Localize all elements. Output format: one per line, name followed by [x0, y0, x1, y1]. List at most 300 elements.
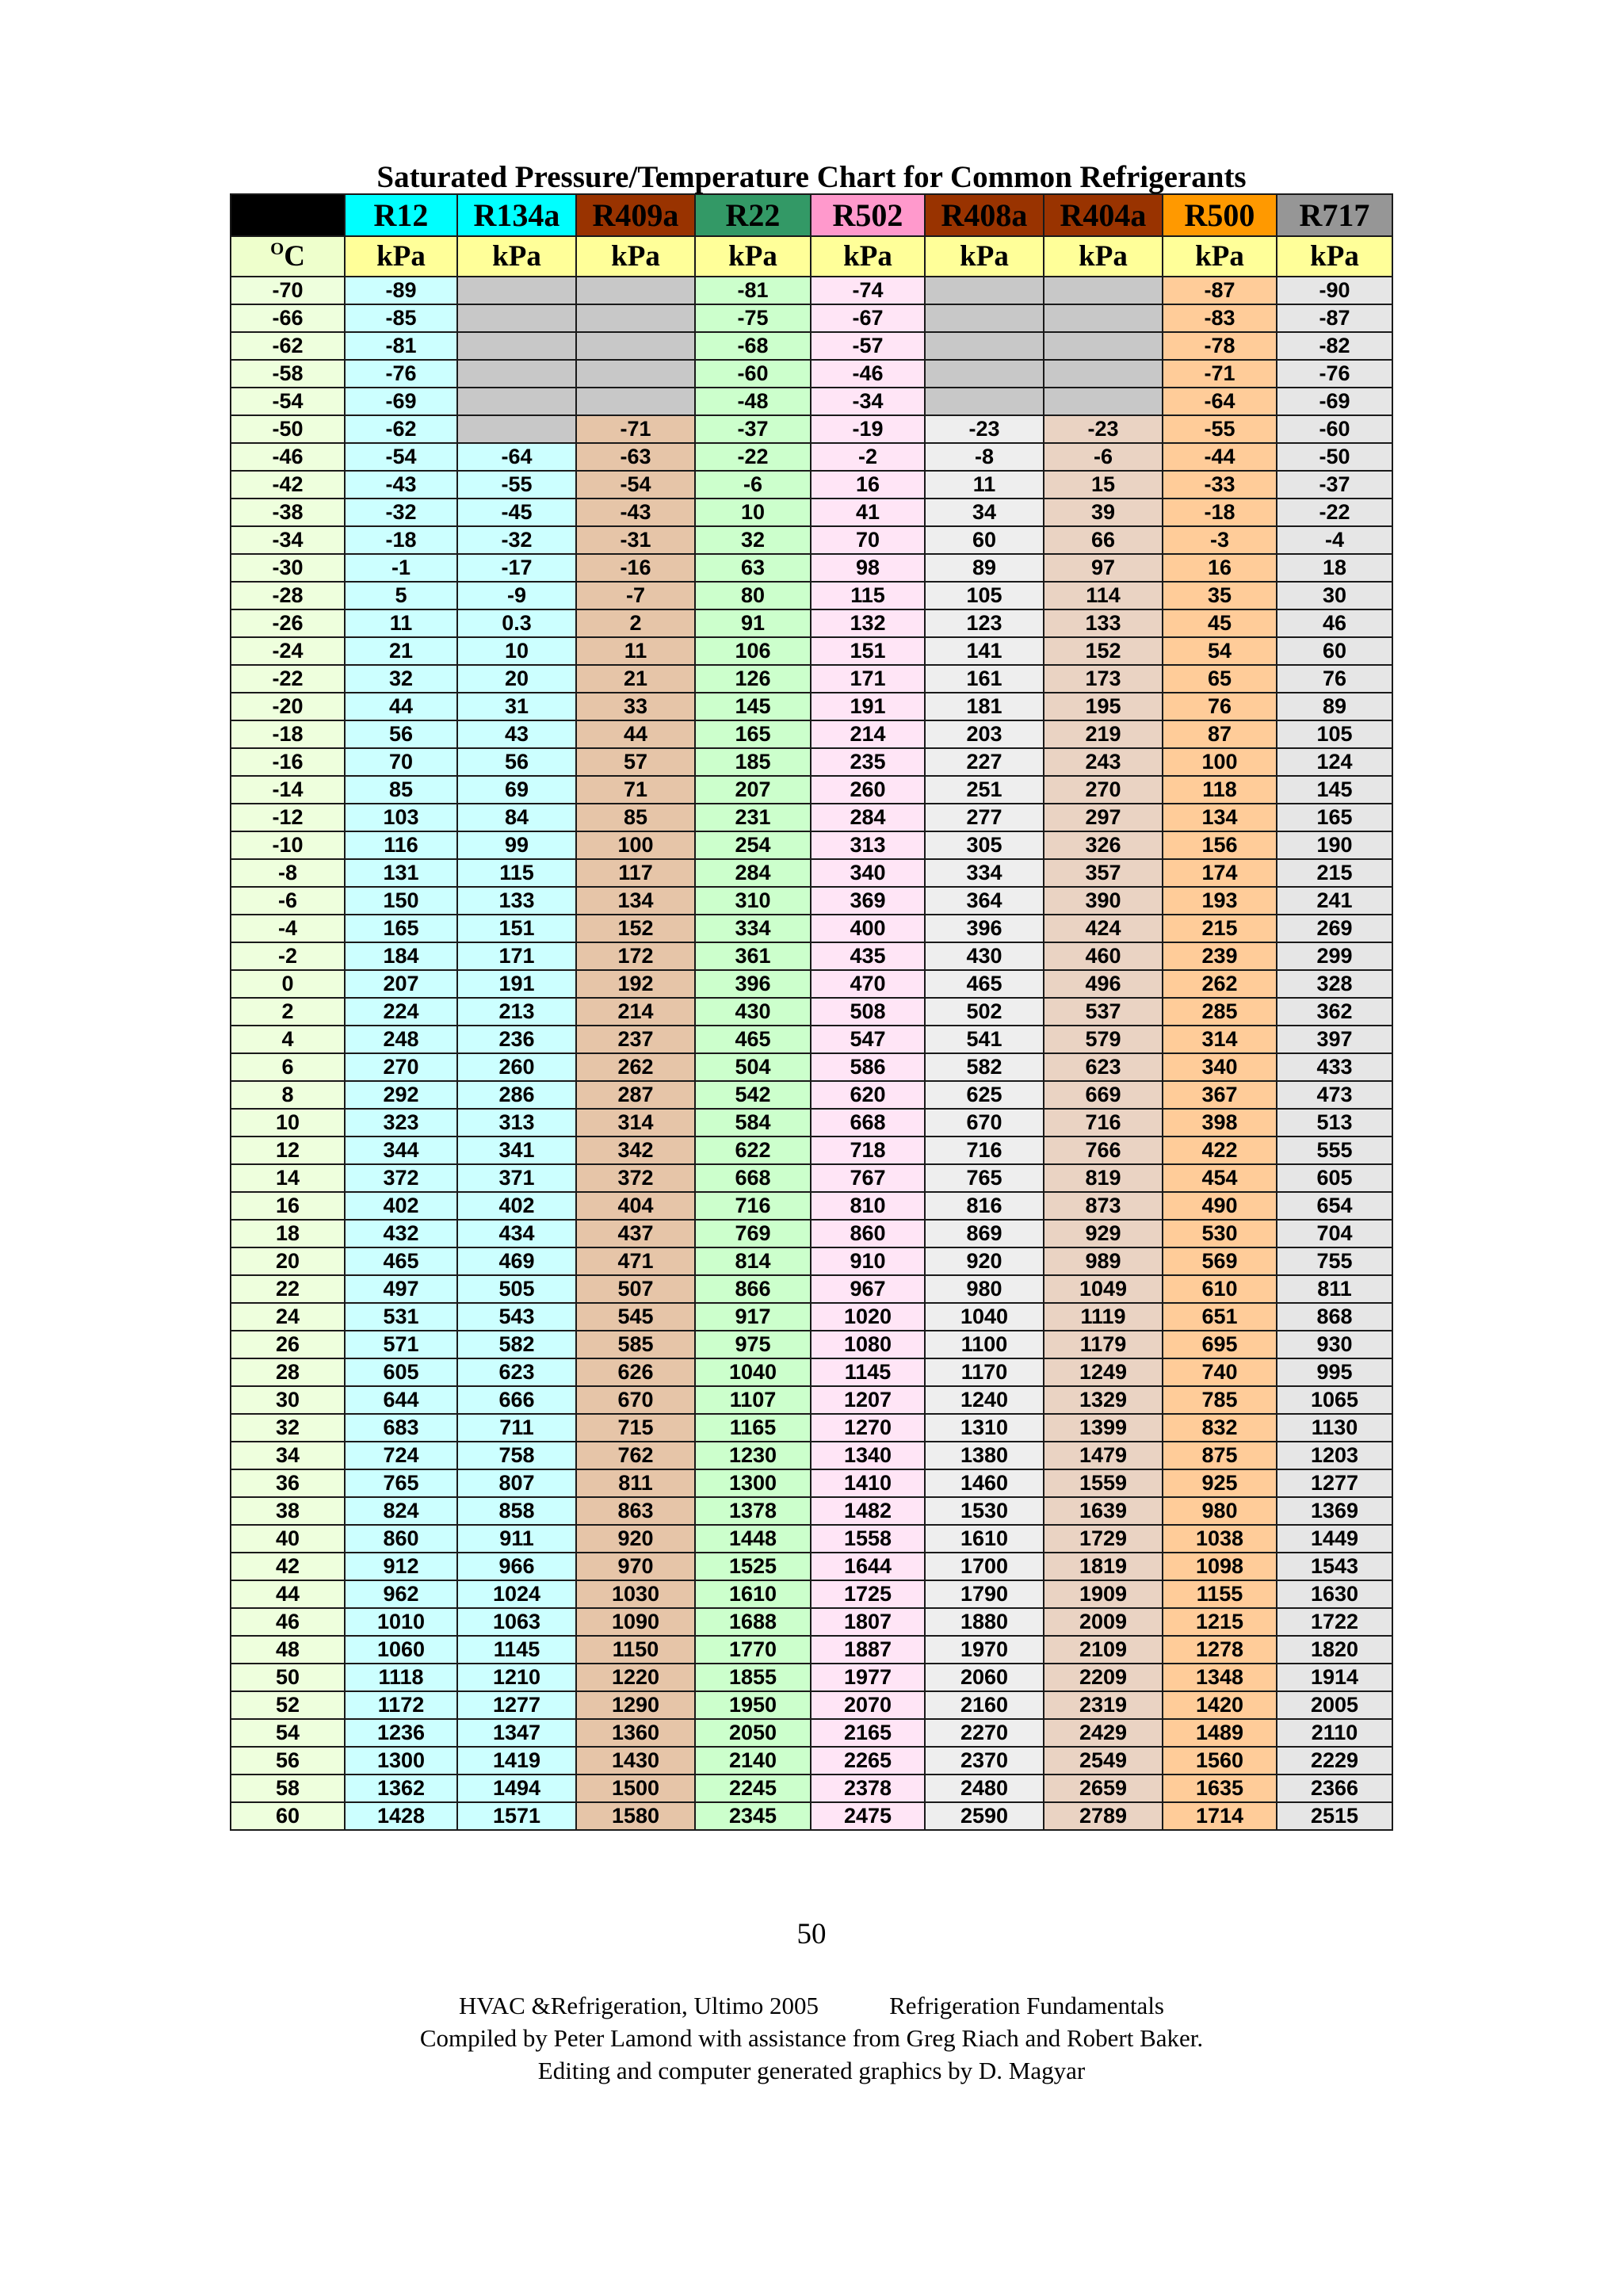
pressure-cell-r502: 171 [811, 665, 925, 693]
pressure-cell-r404a: 766 [1044, 1137, 1163, 1164]
temperature-cell: -20 [231, 693, 345, 720]
pressure-cell-r134a: 1024 [457, 1580, 576, 1608]
pressure-cell-r134a: 1347 [457, 1719, 576, 1747]
pressure-cell-r134a: 1210 [457, 1664, 576, 1691]
pressure-cell-r409a: 117 [576, 859, 695, 887]
refrigerant-header-r404a: R404a [1044, 194, 1163, 236]
temperature-cell: -16 [231, 748, 345, 776]
pressure-cell-r134a: 1277 [457, 1691, 576, 1719]
pressure-cell-r409a: 1090 [576, 1608, 695, 1636]
pressure-cell-r500: 285 [1163, 998, 1277, 1026]
pressure-cell-r409a: 970 [576, 1553, 695, 1580]
empty-cell [925, 332, 1044, 360]
pressure-cell-r500: 54 [1163, 637, 1277, 665]
pressure-cell-r22: 1448 [695, 1525, 811, 1553]
pressure-cell-r22: 10 [695, 499, 811, 526]
pressure-cell-r500: 1155 [1163, 1580, 1277, 1608]
pressure-cell-r12: 1236 [345, 1719, 457, 1747]
pressure-cell-r404a: 152 [1044, 637, 1163, 665]
pressure-cell-r409a: 471 [576, 1247, 695, 1275]
pressure-cell-r404a: 2209 [1044, 1664, 1163, 1691]
temperature-cell: 32 [231, 1414, 345, 1442]
pressure-cell-r502: 860 [811, 1220, 925, 1247]
pressure-cell-r502: 1340 [811, 1442, 925, 1469]
empty-cell [457, 360, 576, 388]
pressure-cell-r12: -85 [345, 304, 457, 332]
pressure-cell-r404a: 1479 [1044, 1442, 1163, 1469]
pressure-cell-r500: 1420 [1163, 1691, 1277, 1719]
temperature-cell: -46 [231, 443, 345, 471]
pressure-cell-r134a: 43 [457, 720, 576, 748]
pressure-cell-r409a: 192 [576, 970, 695, 998]
pressure-cell-r502: -67 [811, 304, 925, 332]
pressure-cell-r502: 620 [811, 1081, 925, 1109]
pressure-cell-r404a: 929 [1044, 1220, 1163, 1247]
pressure-cell-r502: 1145 [811, 1358, 925, 1386]
table-row [231, 1442, 1392, 1469]
temperature-cell: 60 [231, 1802, 345, 1830]
pressure-cell-r12: 497 [345, 1275, 457, 1303]
table-row [231, 804, 1392, 831]
pressure-cell-r408a: 1460 [925, 1469, 1044, 1497]
pressure-cell-r404a: 2549 [1044, 1747, 1163, 1775]
pressure-cell-r12: 912 [345, 1553, 457, 1580]
pressure-cell-r409a: 342 [576, 1137, 695, 1164]
pressure-cell-r717: -82 [1277, 332, 1392, 360]
pressure-cell-r409a: -63 [576, 443, 695, 471]
pressure-cell-r408a: 11 [925, 471, 1044, 499]
pressure-cell-r404a: 424 [1044, 915, 1163, 942]
pressure-cell-r502: 191 [811, 693, 925, 720]
temperature-cell: -42 [231, 471, 345, 499]
pressure-cell-r22: 1230 [695, 1442, 811, 1469]
pressure-cell-r12: -69 [345, 388, 457, 415]
pressure-cell-r502: 718 [811, 1137, 925, 1164]
pressure-cell-r22: -37 [695, 415, 811, 443]
temperature-cell: 22 [231, 1275, 345, 1303]
pressure-cell-r134a: -17 [457, 554, 576, 582]
pressure-cell-r409a: -43 [576, 499, 695, 526]
pressure-cell-r408a: 430 [925, 942, 1044, 970]
pressure-cell-r500: 174 [1163, 859, 1277, 887]
pressure-cell-r12: 1010 [345, 1608, 457, 1636]
table-row [231, 1691, 1392, 1719]
pressure-cell-r22: -81 [695, 277, 811, 304]
pressure-cell-r12: 1428 [345, 1802, 457, 1830]
pressure-cell-r134a: 911 [457, 1525, 576, 1553]
pressure-cell-r502: 400 [811, 915, 925, 942]
table-row [231, 415, 1392, 443]
pressure-cell-r408a: 765 [925, 1164, 1044, 1192]
pressure-cell-r409a: 172 [576, 942, 695, 970]
pressure-cell-r409a: 71 [576, 776, 695, 804]
pressure-cell-r22: 1525 [695, 1553, 811, 1580]
pressure-cell-r502: 284 [811, 804, 925, 831]
pressure-cell-r409a: 44 [576, 720, 695, 748]
pressure-cell-r409a: 214 [576, 998, 695, 1026]
pressure-cell-r408a: 869 [925, 1220, 1044, 1247]
pressure-cell-r500: 1714 [1163, 1802, 1277, 1830]
pressure-cell-r717: 704 [1277, 1220, 1392, 1247]
pressure-cell-r500: -87 [1163, 277, 1277, 304]
pressure-cell-r22: 145 [695, 693, 811, 720]
pressure-cell-r502: -46 [811, 360, 925, 388]
pressure-cell-r409a: 33 [576, 693, 695, 720]
pressure-cell-r134a: 313 [457, 1109, 576, 1137]
pressure-cell-r409a: 11 [576, 637, 695, 665]
table-row [231, 859, 1392, 887]
pressure-cell-r22: -22 [695, 443, 811, 471]
pressure-cell-r409a: -54 [576, 471, 695, 499]
pressure-cell-r408a: 1700 [925, 1553, 1044, 1580]
pressure-cell-r408a: 1880 [925, 1608, 1044, 1636]
pressure-cell-r22: 542 [695, 1081, 811, 1109]
footer [0, 1989, 1623, 2087]
pressure-cell-r500: 785 [1163, 1386, 1277, 1414]
pressure-cell-r409a: 863 [576, 1497, 695, 1525]
pressure-cell-r134a: 20 [457, 665, 576, 693]
table-row [231, 1747, 1392, 1775]
table-row [231, 582, 1392, 609]
pressure-cell-r408a: 181 [925, 693, 1044, 720]
pressure-cell-r12: 21 [345, 637, 457, 665]
pressure-cell-r717: 328 [1277, 970, 1392, 998]
pressure-cell-r404a: 716 [1044, 1109, 1163, 1137]
pressure-cell-r408a: 334 [925, 859, 1044, 887]
table-row [231, 1719, 1392, 1747]
table-row [231, 1192, 1392, 1220]
temperature-cell: 46 [231, 1608, 345, 1636]
table-row [231, 1553, 1392, 1580]
pressure-cell-r500: 239 [1163, 942, 1277, 970]
pressure-cell-r500: 1215 [1163, 1608, 1277, 1636]
pressure-cell-r408a: 980 [925, 1275, 1044, 1303]
pressure-cell-r409a: 1290 [576, 1691, 695, 1719]
pressure-cell-r717: 2005 [1277, 1691, 1392, 1719]
pressure-cell-r22: 1300 [695, 1469, 811, 1497]
footer-line-3: Editing and computer generated graphics by D. Magyar [537, 2057, 1086, 2084]
pressure-cell-r404a: 1559 [1044, 1469, 1163, 1497]
pressure-cell-r500: 422 [1163, 1137, 1277, 1164]
pressure-cell-r22: 2140 [695, 1747, 811, 1775]
pressure-cell-r502: 1558 [811, 1525, 925, 1553]
pressure-cell-r134a: 1494 [457, 1775, 576, 1802]
pressure-cell-r502: -19 [811, 415, 925, 443]
table-row [231, 1608, 1392, 1636]
pressure-cell-r12: 1300 [345, 1747, 457, 1775]
pressure-cell-r502: 586 [811, 1053, 925, 1081]
temperature-cell: 54 [231, 1719, 345, 1747]
pressure-cell-r12: -81 [345, 332, 457, 360]
pressure-cell-r717: 2515 [1277, 1802, 1392, 1830]
temperature-cell: 12 [231, 1137, 345, 1164]
pressure-cell-r500: 490 [1163, 1192, 1277, 1220]
table-row [231, 1137, 1392, 1164]
pressure-cell-r22: 1378 [695, 1497, 811, 1525]
pressure-cell-r500: 35 [1163, 582, 1277, 609]
temperature-cell: 40 [231, 1525, 345, 1553]
pressure-cell-r404a: 39 [1044, 499, 1163, 526]
empty-cell [576, 360, 695, 388]
temperature-cell: -58 [231, 360, 345, 388]
temperature-cell: 52 [231, 1691, 345, 1719]
pressure-cell-r134a: 402 [457, 1192, 576, 1220]
pressure-cell-r12: 344 [345, 1137, 457, 1164]
pressure-cell-r500: 454 [1163, 1164, 1277, 1192]
pressure-cell-r134a: 623 [457, 1358, 576, 1386]
pressure-cell-r500: 925 [1163, 1469, 1277, 1497]
pressure-cell-r502: 810 [811, 1192, 925, 1220]
pressure-cell-r717: -76 [1277, 360, 1392, 388]
unit-header-r409a: kPa [576, 236, 695, 277]
pressure-cell-r22: 106 [695, 637, 811, 665]
pressure-cell-r409a: 404 [576, 1192, 695, 1220]
pressure-cell-r22: -60 [695, 360, 811, 388]
pressure-cell-r502: 767 [811, 1164, 925, 1192]
pressure-cell-r502: 340 [811, 859, 925, 887]
pressure-cell-r22: 254 [695, 831, 811, 859]
table-row [231, 1331, 1392, 1358]
pressure-cell-r717: -37 [1277, 471, 1392, 499]
pressure-cell-r717: 215 [1277, 859, 1392, 887]
table-row [231, 1247, 1392, 1275]
pressure-cell-r12: 1060 [345, 1636, 457, 1664]
pressure-cell-r717: 2229 [1277, 1747, 1392, 1775]
temperature-cell: 14 [231, 1164, 345, 1192]
pressure-cell-r500: 1489 [1163, 1719, 1277, 1747]
pressure-cell-r502: 668 [811, 1109, 925, 1137]
temperature-cell: 48 [231, 1636, 345, 1664]
pressure-cell-r12: 70 [345, 748, 457, 776]
temperature-cell: 10 [231, 1109, 345, 1137]
pressure-cell-r408a: 396 [925, 915, 1044, 942]
pressure-cell-r500: -71 [1163, 360, 1277, 388]
pressure-cell-r408a: 1790 [925, 1580, 1044, 1608]
empty-cell [457, 304, 576, 332]
pressure-cell-r408a: 123 [925, 609, 1044, 637]
pressure-cell-r22: 504 [695, 1053, 811, 1081]
refrigerant-pressure-temperature-table [230, 193, 1393, 1831]
pressure-cell-r408a: 1610 [925, 1525, 1044, 1553]
pressure-cell-r500: 134 [1163, 804, 1277, 831]
pressure-cell-r12: 1118 [345, 1664, 457, 1691]
pressure-cell-r22: 917 [695, 1303, 811, 1331]
pressure-cell-r404a: 97 [1044, 554, 1163, 582]
pressure-cell-r12: 1172 [345, 1691, 457, 1719]
pressure-cell-r500: 1560 [1163, 1747, 1277, 1775]
pressure-cell-r12: -32 [345, 499, 457, 526]
pressure-cell-r22: 231 [695, 804, 811, 831]
pressure-cell-r502: 115 [811, 582, 925, 609]
table-header [231, 194, 1392, 277]
pressure-cell-r717: 868 [1277, 1303, 1392, 1331]
pressure-cell-r134a: 171 [457, 942, 576, 970]
pressure-cell-r408a: 2060 [925, 1664, 1044, 1691]
pressure-cell-r717: 811 [1277, 1275, 1392, 1303]
pressure-cell-r22: 430 [695, 998, 811, 1026]
pressure-cell-r717: 1203 [1277, 1442, 1392, 1469]
pressure-cell-r134a: -64 [457, 443, 576, 471]
pressure-cell-r22: -6 [695, 471, 811, 499]
pressure-cell-r12: 103 [345, 804, 457, 831]
empty-cell [1044, 277, 1163, 304]
pressure-cell-r12: 116 [345, 831, 457, 859]
pressure-cell-r408a: 2480 [925, 1775, 1044, 1802]
pressure-cell-r717: 145 [1277, 776, 1392, 804]
pressure-cell-r12: 432 [345, 1220, 457, 1247]
pressure-cell-r502: -74 [811, 277, 925, 304]
temperature-cell: -4 [231, 915, 345, 942]
pressure-cell-r409a: 134 [576, 887, 695, 915]
pressure-cell-r408a: 920 [925, 1247, 1044, 1275]
footer-line-2: Compiled by Peter Lamond with assistance from Greg Riach and Robert Baker. [419, 2024, 1204, 2052]
pressure-cell-r22: 165 [695, 720, 811, 748]
pressure-cell-r12: 644 [345, 1386, 457, 1414]
pressure-cell-r134a: -45 [457, 499, 576, 526]
temperature-cell: 30 [231, 1386, 345, 1414]
pressure-cell-r500: -3 [1163, 526, 1277, 554]
pressure-cell-r408a: -8 [925, 443, 1044, 471]
pressure-cell-r408a: 34 [925, 499, 1044, 526]
pressure-cell-r404a: 460 [1044, 942, 1163, 970]
pressure-cell-r22: 1107 [695, 1386, 811, 1414]
pressure-cell-r500: 569 [1163, 1247, 1277, 1275]
pressure-cell-r717: 1130 [1277, 1414, 1392, 1442]
pressure-cell-r134a: 56 [457, 748, 576, 776]
pressure-cell-r134a: 69 [457, 776, 576, 804]
unit-header-r404a: kPa [1044, 236, 1163, 277]
pressure-cell-r12: 1362 [345, 1775, 457, 1802]
pressure-cell-r409a: 152 [576, 915, 695, 942]
empty-cell [576, 277, 695, 304]
temperature-cell: 18 [231, 1220, 345, 1247]
pressure-cell-r22: 32 [695, 526, 811, 554]
pressure-cell-r502: 1207 [811, 1386, 925, 1414]
pressure-cell-r502: 1977 [811, 1664, 925, 1691]
pressure-cell-r717: -50 [1277, 443, 1392, 471]
pressure-cell-r404a: 326 [1044, 831, 1163, 859]
pressure-cell-r404a: 2659 [1044, 1775, 1163, 1802]
pressure-cell-r502: 16 [811, 471, 925, 499]
table-row [231, 1802, 1392, 1830]
temperature-cell: 58 [231, 1775, 345, 1802]
empty-cell [576, 304, 695, 332]
pressure-cell-r500: 100 [1163, 748, 1277, 776]
pressure-cell-r502: 2265 [811, 1747, 925, 1775]
pressure-cell-r502: 313 [811, 831, 925, 859]
pressure-cell-r408a: 2270 [925, 1719, 1044, 1747]
pressure-cell-r500: 45 [1163, 609, 1277, 637]
unit-header-r408a: kPa [925, 236, 1044, 277]
pressure-cell-r134a: 505 [457, 1275, 576, 1303]
pressure-cell-r404a: 496 [1044, 970, 1163, 998]
temperature-cell: -54 [231, 388, 345, 415]
pressure-cell-r134a: 31 [457, 693, 576, 720]
pressure-cell-r22: 668 [695, 1164, 811, 1192]
pressure-cell-r404a: 114 [1044, 582, 1163, 609]
pressure-cell-r717: 1277 [1277, 1469, 1392, 1497]
pressure-cell-r502: 435 [811, 942, 925, 970]
pressure-cell-r22: 207 [695, 776, 811, 804]
refrigerant-header-r12: R12 [345, 194, 457, 236]
pressure-cell-r12: 605 [345, 1358, 457, 1386]
pressure-cell-r717: 1722 [1277, 1608, 1392, 1636]
pressure-cell-r12: 465 [345, 1247, 457, 1275]
temperature-cell: 56 [231, 1747, 345, 1775]
temperature-cell: -12 [231, 804, 345, 831]
pressure-cell-r134a: 99 [457, 831, 576, 859]
pressure-cell-r134a: 1145 [457, 1636, 576, 1664]
table-row [231, 776, 1392, 804]
pressure-cell-r409a: 762 [576, 1442, 695, 1469]
pressure-cell-r717: 995 [1277, 1358, 1392, 1386]
pressure-cell-r717: 654 [1277, 1192, 1392, 1220]
pressure-cell-r500: 215 [1163, 915, 1277, 942]
table-row [231, 1220, 1392, 1247]
pressure-cell-r22: 63 [695, 554, 811, 582]
pressure-cell-r22: 2050 [695, 1719, 811, 1747]
pressure-cell-r408a: 625 [925, 1081, 1044, 1109]
pressure-cell-r12: 224 [345, 998, 457, 1026]
pressure-cell-r404a: 1639 [1044, 1497, 1163, 1525]
pressure-cell-r22: -48 [695, 388, 811, 415]
pressure-cell-r409a: 1430 [576, 1747, 695, 1775]
pressure-cell-r409a: 2 [576, 609, 695, 637]
pressure-cell-r12: -62 [345, 415, 457, 443]
pressure-cell-r502: 910 [811, 1247, 925, 1275]
pressure-cell-r12: 824 [345, 1497, 457, 1525]
pressure-cell-r408a: 1100 [925, 1331, 1044, 1358]
pressure-cell-r500: 398 [1163, 1109, 1277, 1137]
pressure-cell-r404a: 15 [1044, 471, 1163, 499]
pressure-cell-r404a: 173 [1044, 665, 1163, 693]
pressure-cell-r409a: 585 [576, 1331, 695, 1358]
pressure-cell-r12: -54 [345, 443, 457, 471]
pressure-cell-r404a: 2429 [1044, 1719, 1163, 1747]
pressure-cell-r502: 1725 [811, 1580, 925, 1608]
pressure-cell-r502: -2 [811, 443, 925, 471]
temp-unit-superscript: O [270, 239, 285, 258]
pressure-cell-r134a: 434 [457, 1220, 576, 1247]
pressure-cell-r22: 185 [695, 748, 811, 776]
pressure-cell-r502: 967 [811, 1275, 925, 1303]
empty-cell [457, 388, 576, 415]
pressure-cell-r134a: 1063 [457, 1608, 576, 1636]
pressure-cell-r404a: 1179 [1044, 1331, 1163, 1358]
pressure-cell-r22: -75 [695, 304, 811, 332]
empty-cell [925, 388, 1044, 415]
pressure-cell-r134a: -55 [457, 471, 576, 499]
pressure-cell-r404a: 2319 [1044, 1691, 1163, 1719]
pressure-cell-r12: 724 [345, 1442, 457, 1469]
pressure-cell-r408a: 1380 [925, 1442, 1044, 1469]
pressure-cell-r22: 814 [695, 1247, 811, 1275]
temperature-cell: 6 [231, 1053, 345, 1081]
pressure-cell-r404a: -6 [1044, 443, 1163, 471]
pressure-cell-r502: 1270 [811, 1414, 925, 1442]
temperature-cell: 38 [231, 1497, 345, 1525]
pressure-cell-r22: 465 [695, 1026, 811, 1053]
pressure-cell-r717: -60 [1277, 415, 1392, 443]
pressure-cell-r409a: 545 [576, 1303, 695, 1331]
empty-cell [925, 304, 1044, 332]
pressure-cell-r12: 402 [345, 1192, 457, 1220]
pressure-cell-r12: 184 [345, 942, 457, 970]
refrigerant-header-r134a: R134a [457, 194, 576, 236]
pressure-cell-r404a: 66 [1044, 526, 1163, 554]
table-row [231, 998, 1392, 1026]
pressure-cell-r404a: 989 [1044, 1247, 1163, 1275]
